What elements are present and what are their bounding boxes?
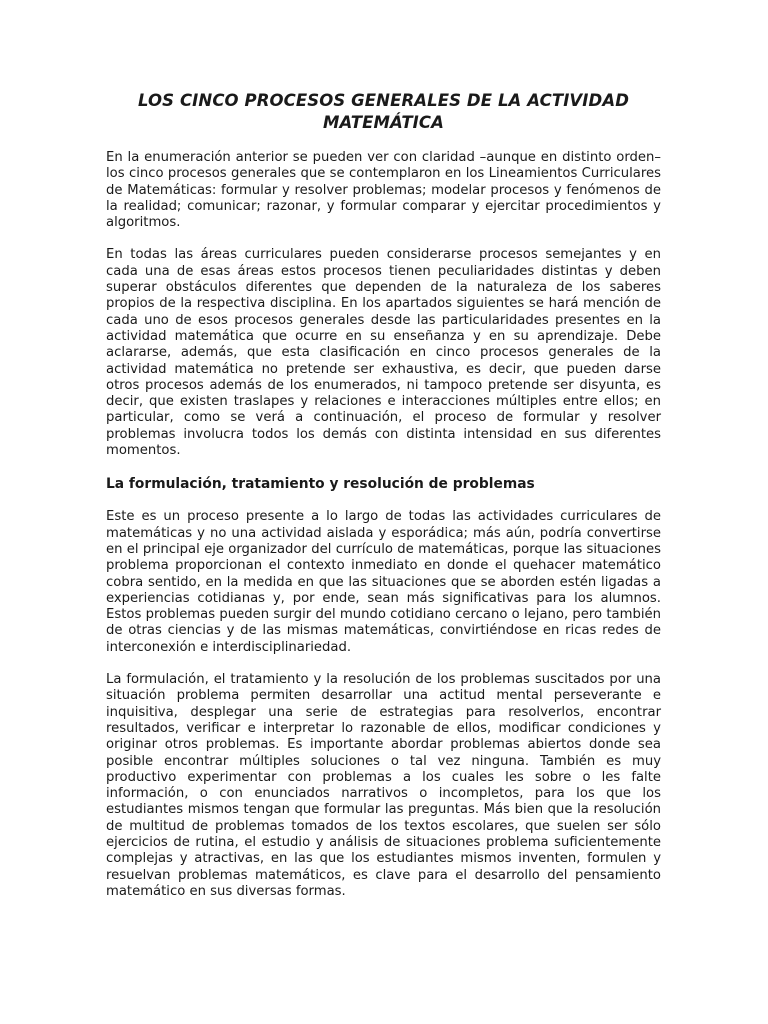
document-title: LOS CINCO PROCESOS GENERALES DE LA ACTIVIDAD MATEMÁTICA xyxy=(137,91,630,132)
section-paragraph-1: Este es un proceso presente a lo largo de todas las actividades curriculares de matemáticas y no una actividad aislada y esporádica; más aún, podría convertirse en el principal eje organizador del currículo de matemáticas, porque las situaciones problema proporcionan el contexto inmediato en donde el quehacer matemático cobra sentido, en la medida en que las situaciones que se aborden estén ligadas a experiencias cotidianas y, por ende, sean más significativas para los alumnos. Estos problemas pueden surgir del mundo cotidiano cercano o lejano, pero también de otras ciencias y de las mismas matemáticas, convirtiéndose en ricas redes de interconexión e interdisciplinariedad. xyxy=(106,509,661,655)
document-page xyxy=(106,90,661,916)
intro-paragraph-2: En todas las áreas curriculares pueden considerarse procesos semejantes y en cada una de esas áreas estos procesos tienen peculiaridades distintas y deben superar obstáculos diferentes que dependen de la naturaleza de los saberes propios de la respectiva disciplina. En los apartados siguientes se hará mención de cada uno de esos procesos generales desde las particularidades presentes en la actividad matemática que ocurre en su enseñanza y en su aprendizaje. Debe aclararse, además, que esta clasificación en cinco procesos generales de la actividad matemática no pretende ser exhaustiva, es decir, que pueden darse otros procesos además de los enumerados, ni tampoco pretende ser disyunta, es decir, que existen traslapes y relaciones e interacciones múltiples entre ellos; en particular, como se verá a continuación, el proceso de formular y resolver problemas involucra todos los demás con distinta intensidad en sus diferentes momentos. xyxy=(106,247,661,459)
section-paragraph-2: La formulación, el tratamiento y la resolución de los problemas suscitados por una situación problema permiten desarrollar una actitud mental perseverante e inquisitiva, desplegar una serie de estrategias para resolverlos, encontrar resultados, verificar e interpretar lo razonable de ellos, modificar condiciones y originar otros problemas. Es importante abordar problemas abiertos donde sea posible encontrar múltiples soluciones o tal vez ninguna. También es muy productivo experimentar con problemas a los cuales les sobre o les falte información, o con enunciados narrativos o incompletos, para los que los estudiantes mismos tengan que formular las preguntas. Más bien que la resolución de multitud de problemas tomados de los textos escolares, que suelen ser sólo ejercicios de rutina, el estudio y análisis de situaciones problema suficientemente complejas y atractivas, en las que los estudiantes mismos inventen, formulen y resuelvan problemas matemáticos, es clave para el desarrollo del pensamiento matemático en sus diversas formas. xyxy=(106,672,661,899)
intro-paragraph-1: En la enumeración anterior se pueden ver con claridad –aunque en distinto orden– los cinco procesos generales que se contemplaron en los Lineamientos Curriculares de Matemáticas: formular y resolver problemas; modelar procesos y fenómenos de la realidad; comunicar; razonar, y formular comparar y ejercitar procedimientos y algoritmos. xyxy=(106,150,661,231)
section-heading: La formulación, tratamiento y resolución de problemas xyxy=(106,476,535,493)
